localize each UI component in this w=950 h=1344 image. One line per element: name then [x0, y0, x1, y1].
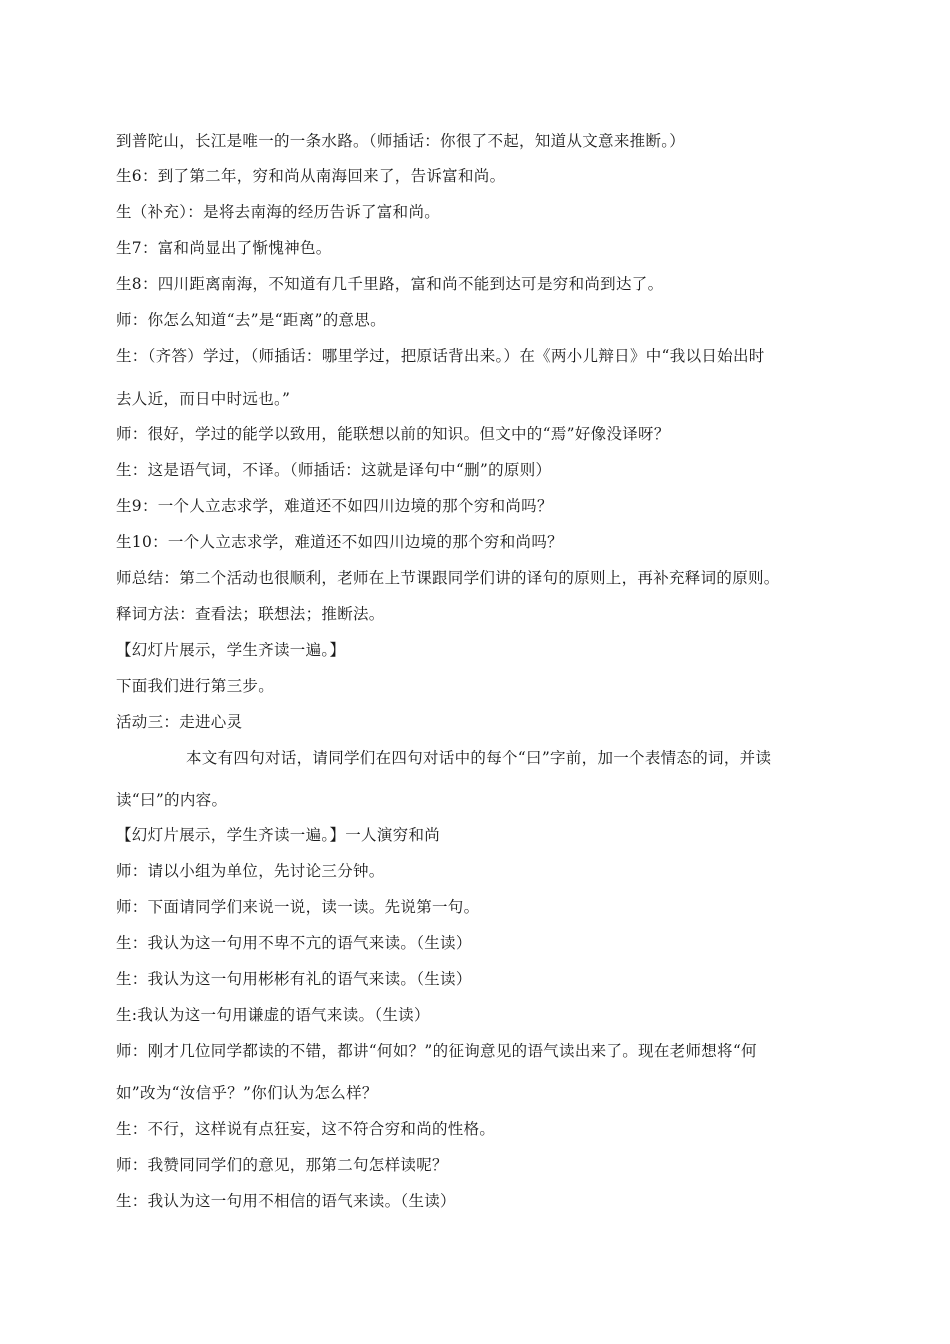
text-line: 生：我认为这一句用不相信的语气来读。（生读） [116, 1192, 456, 1210]
text-line: 生:我认为这一句用谦虚的语气来读。（生读） [116, 1006, 430, 1024]
text-line: 下面我们进行第三步。 [116, 677, 275, 695]
text-line: 生10：一个人立志求学，难道还不如四川边境的那个穷和尚吗？ [116, 533, 563, 551]
text-line: 生：我认为这一句用不卑不亢的语气来读。（生读） [116, 934, 472, 952]
text-line: 生8：四川距离南海，不知道有几千里路，富和尚不能到达可是穷和尚到达了。 [116, 275, 664, 293]
text-line: 活动三：走进心灵 [116, 713, 243, 731]
text-line: 到普陀山，长江是唯一的一条水路。（师插话：你很了不起，知道从文意来推断。） [116, 132, 686, 150]
text-line: 生：不行，这样说有点狂妄，这不符合穷和尚的性格。 [116, 1120, 496, 1138]
text-line: 师：下面请同学们来说一说，读一读。先说第一句。 [116, 898, 480, 916]
text-line: 师：请以小组为单位，先讨论三分钟。 [116, 862, 385, 880]
text-line: 本文有四句对话，请同学们在四句对话中的每个“曰”字前，加一个表情态的词，并读 [186, 749, 772, 767]
text-line: 【幻灯片展示，学生齐读一遍。】 [116, 641, 346, 659]
text-line: 【幻灯片展示，学生齐读一遍。】一人演穷和尚 [116, 826, 441, 844]
text-line: 生：我认为这一句用彬彬有礼的语气来读。（生读） [116, 970, 472, 988]
text-line: 释词方法：查看法；联想法；推断法。 [116, 605, 385, 623]
text-line: 生7：富和尚显出了惭愧神色。 [116, 239, 332, 257]
text-line: 师：我赞同同学们的意见，那第二句怎样读呢？ [116, 1156, 448, 1174]
text-line: 读“曰”的内容。 [116, 791, 228, 809]
text-line: 师总结：第二个活动也很顺利，老师在上节课跟同学们讲的译句的原则上，再补充释词的原则。 [116, 569, 780, 587]
text-line: 生：（齐答）学过，（师插话：哪里学过，把原话背出来。）在《两小儿辩日》中“我以日始出时 [116, 347, 765, 365]
text-line: 生9：一个人立志求学，难道还不如四川边境的那个穷和尚吗？ [116, 497, 553, 515]
text-line: 师：很好，学过的能学以致用，能联想以前的知识。但文中的“焉”好像没译呀？ [116, 425, 670, 443]
text-line: 师：你怎么知道“去”是“距离”的意思。 [116, 311, 386, 329]
text-line: 生（补充）：是将去南海的经历告诉了富和尚。 [116, 203, 441, 221]
text-line: 师：刚才几位同学都读的不错，都讲“何如？”的征询意见的语气读出来了。现在老师想将“何 [116, 1042, 757, 1060]
text-line: 去人近，而日中时远也。” [116, 390, 291, 408]
text-line: 生：这是语气词，不译。（师插话：这就是译句中“删”的原则） [116, 461, 552, 479]
text-line: 如”改为“汝信乎？”你们认为怎么样？ [116, 1084, 378, 1102]
text-line: 生6：到了第二年，穷和尚从南海回来了，告诉富和尚。 [116, 167, 506, 185]
